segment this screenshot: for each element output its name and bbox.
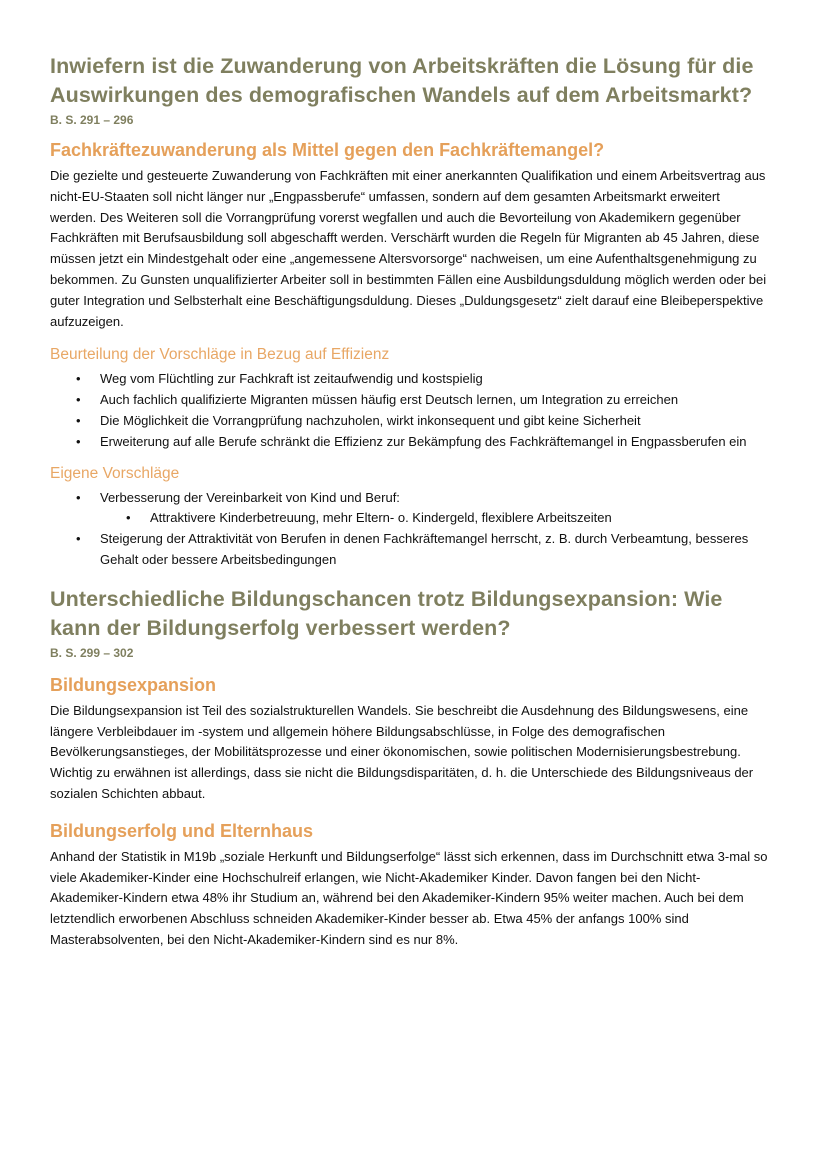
section2-title: Unterschiedliche Bildungschancen trotz Bildungsexpansion: Wie kann der Bildungserfolg verbessert werden?: [50, 586, 723, 640]
own-proposals-list: [50, 488, 768, 571]
bullet-icon: •: [76, 531, 81, 547]
bullet-icon: •: [76, 433, 81, 449]
sub-list: [100, 508, 768, 529]
own-proposals-heading: Eigene Vorschläge: [50, 464, 180, 482]
bullet-icon: •: [76, 412, 81, 428]
list-item: • Erweiterung auf alle Berufe schränkt die Effizienz zur Bekämpfung des Fachkräftemangel in Engpassberufen ein: [100, 432, 768, 453]
bullet-icon: •: [76, 392, 81, 408]
list-item: • Die Möglichkeit die Vorrangprüfung nachzuholen, wirkt inkonsequent und gibt keine Sicherheit: [100, 411, 768, 432]
bullet-icon: •: [126, 510, 131, 526]
evaluation-list: [50, 369, 768, 452]
list-item: • Attraktivere Kinderbetreuung, mehr Eltern- o. Kindergeld, flexiblere Arbeitszeiten: [150, 508, 768, 529]
list-item: • Weg vom Flüchtling zur Fachkraft ist zeitaufwendig und kostspielig: [100, 369, 768, 390]
section1-paragraph: Die gezielte und gesteuerte Zuwanderung von Fachkräften mit einer anerkannten Qualifikation und einem Arbeitsvertrag aus nicht-EU-Staaten soll nicht länger nur „Engpassberufe“ umfassen, sondern auf dem gesamten Arbeitsmarkt erweitert werden. Des Weiteren soll die Vorrangprüfung vorerst wegfallen und auch die Bevorteilung von Akademikern gegenüber Fachkräften mit Berufsausbildung soll abgeschafft werden. Verschärft wurden die Regeln für Migranten ab 45 Jahren, diese müssen jetzt ein Mindestgehalt oder eine „angemessene Altersvorsorge“ nachweisen, um eine Aufenthaltsgenehmigung zu bekommen. Zu Gunsten unqualifizierter Arbeiter soll in bestimmten Fällen eine Ausbildungsduldung möglich werden oder bei guter Integration und Selbsterhalt eine Beschäftigungsduldung. Dieses „Duldungsgesetz“ zielt darauf eine Bleibeperspektive aufzuzeigen.: [50, 168, 767, 329]
list-item: • Auch fachlich qualifizierte Migranten müssen häufig erst Deutsch lernen, um Integration zu erreichen: [100, 390, 768, 411]
evaluation-heading: Beurteilung der Vorschläge in Bezug auf Effizienz: [50, 346, 390, 364]
list-item: • Steigerung der Attraktivität von Berufen in denen Fachkräftemangel herrscht, z. B. durch Verbeamtung, besseres Gehalt oder bessere Arbeitsbedingungen: [76, 531, 749, 567]
bullet-icon: •: [76, 489, 81, 505]
section1-reference: B. S. 291 – 296: [50, 113, 134, 127]
section1-title: Inwiefern ist die Zuwanderung von Arbeitskräften die Lösung für die Auswirkungen des demografischen Wandels auf dem Arbeitsmarkt?: [50, 54, 754, 107]
bildungserfolg-heading: Bildungserfolg und Elternhaus: [50, 820, 314, 841]
section1-heading: Fachkräftezuwanderung als Mittel gegen den Fachkräftemangel?: [50, 140, 605, 160]
list-item: • Verbesserung der Vereinbarkeit von Kind und Beruf: • Attraktivere Kinderbetreuung, mehr Eltern- o. Kindergeld, flexiblere Arbeitszeiten: [100, 488, 768, 530]
bullet-icon: •: [76, 371, 81, 387]
bildungserfolg-paragraph: Anhand der Statistik in M19b „soziale Herkunft und Bildungserfolge“ lässt sich erkennen, dass im Durchschnitt etwa 3-mal so viele Akademiker-Kinder eine Hochschulreif erlangen, wie Nicht-Akademiker Kinder. Davon fangen bei den Nicht-Akademiker-Kindern etwa 48% ihr Studium an, während bei den Akademiker-Kindern 95% weiter machen. Auch bei dem letztendlich erworbenen Abschluss schneiden Akademiker-Kinder besser ab. Etwa 45% der anfangs 100% sind Masterabsolventen, bei den Nicht-Akademiker-Kindern sind es nur 8%.: [50, 848, 768, 947]
section2-reference: B. S. 299 – 302: [50, 645, 134, 660]
bildungsexpansion-heading: Bildungsexpansion: [50, 674, 217, 695]
bildungsexpansion-paragraph: Die Bildungsexpansion ist Teil des sozialstrukturellen Wandels. Sie beschreibt die Ausdehnung des Bildungswesens, eine längere Verbleibdauer im -system und allgemein höhere Bildungsabschlüsse, in Folge des demografischen Bevölkerungsanstieges, der Mobilitätsprozesse und einer ökonomischen, sowie politischen Modernisierungsbestrebung. Wichtig zu erwähnen ist allerdings, dass sie nicht die Bildungsdisparitäten, d. h. die Unterschiede des Bildungsniveaus der sozialen Schichten abbaut.: [50, 702, 754, 801]
